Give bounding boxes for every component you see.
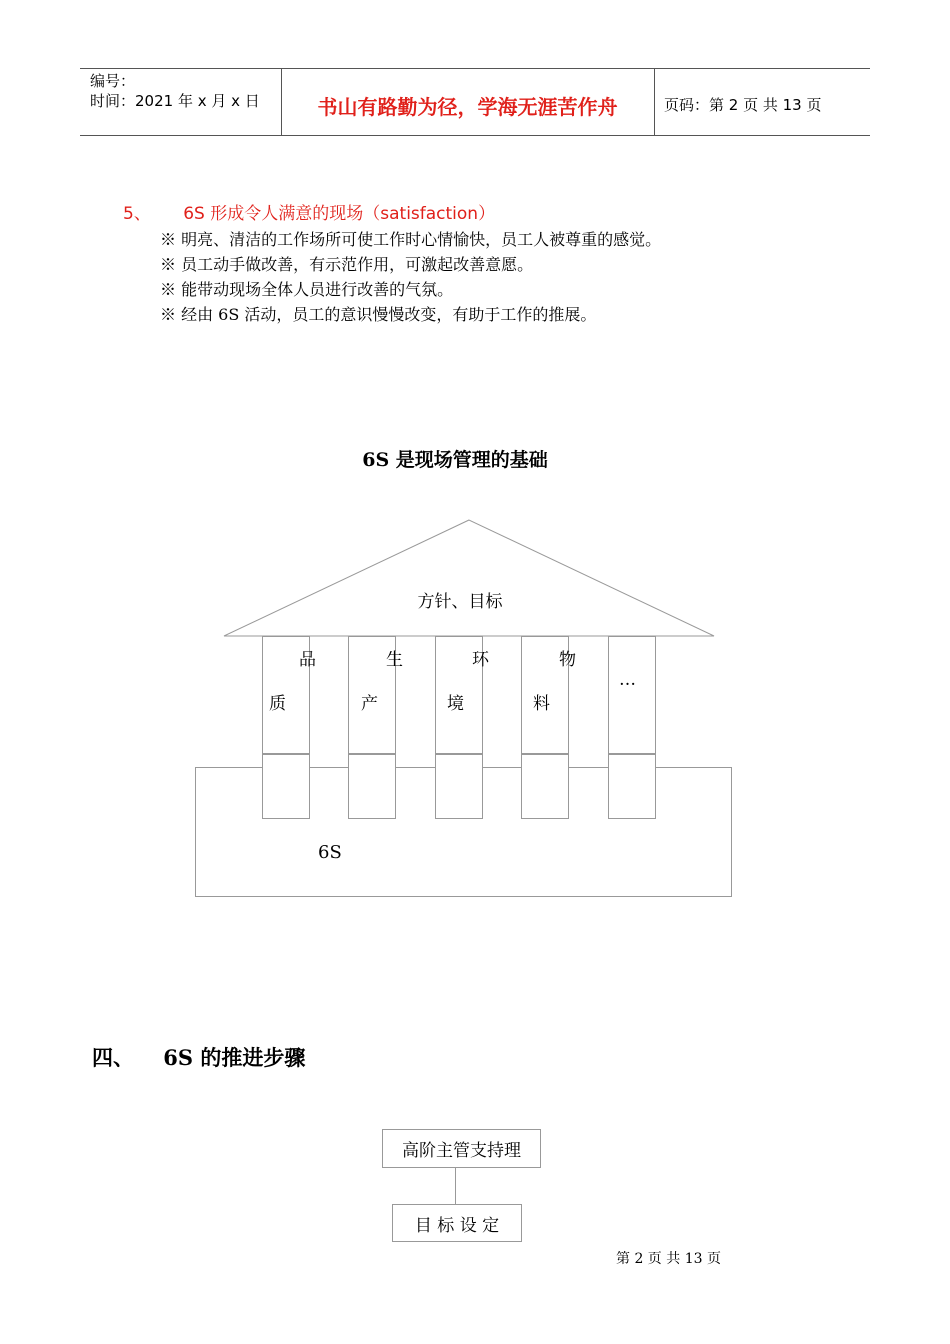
pillar-label-top: 品 bbox=[299, 650, 316, 670]
page-footer: 第 2 页 共 13 页 bbox=[616, 1251, 721, 1267]
pillar-label-bottom: 境 bbox=[447, 694, 464, 714]
diagram-title: 6S 是现场管理的基础 bbox=[362, 449, 548, 471]
base-label: 6S bbox=[318, 842, 342, 863]
header-code-label: 编号： bbox=[90, 72, 136, 90]
pillar-label-bottom: 质 bbox=[269, 694, 286, 714]
bullet-item: ※ 明亮、清洁的工作场所可使工作时心情愉快，员工人被尊重的感觉。 bbox=[160, 230, 662, 249]
pillar-label-bottom: 产 bbox=[361, 694, 378, 714]
pillar-production-base bbox=[348, 754, 396, 819]
header-page-label: 页码：第 2 页 共 13 页 bbox=[664, 96, 822, 114]
header-time-label: 时间：2021 年 x 月 x 日 bbox=[90, 92, 260, 110]
pillar-label-top: 物 bbox=[559, 650, 576, 670]
bullet-item: ※ 经由 6S 活动，员工的意识慢慢改变，有助于工作的推展。 bbox=[160, 305, 597, 324]
pillar-label-bottom: 料 bbox=[533, 694, 550, 714]
pillar-more-base bbox=[608, 754, 656, 819]
pillar-quality-base bbox=[262, 754, 310, 819]
pillar-label-top: … bbox=[619, 670, 636, 690]
section-4-title: 四、 6S 的推进步骤 bbox=[92, 1045, 306, 1070]
section-5-title: 5、 6S 形成令人满意的现场（satisfaction） bbox=[123, 204, 496, 224]
bullet-item: ※ 员工动手做改善，有示范作用，可激起改善意愿。 bbox=[160, 255, 534, 274]
header-motto: 书山有路勤为径，学海无涯苦作舟 bbox=[317, 95, 618, 119]
pillar-label-top: 环 bbox=[472, 650, 489, 670]
pillar-environment-base bbox=[435, 754, 483, 819]
pillar-material-base bbox=[521, 754, 569, 819]
flow-connector bbox=[455, 1168, 456, 1204]
bullet-item: ※ 能带动现场全体人员进行改善的气氛。 bbox=[160, 280, 454, 299]
roof-label: 方针、目标 bbox=[417, 592, 503, 612]
pillar-label-top: 生 bbox=[386, 650, 403, 670]
flow-step-box: 高阶主管支持理 bbox=[382, 1129, 541, 1168]
flow-step-box: 目 标 设 定 bbox=[392, 1204, 522, 1242]
pillar-more bbox=[608, 636, 656, 754]
